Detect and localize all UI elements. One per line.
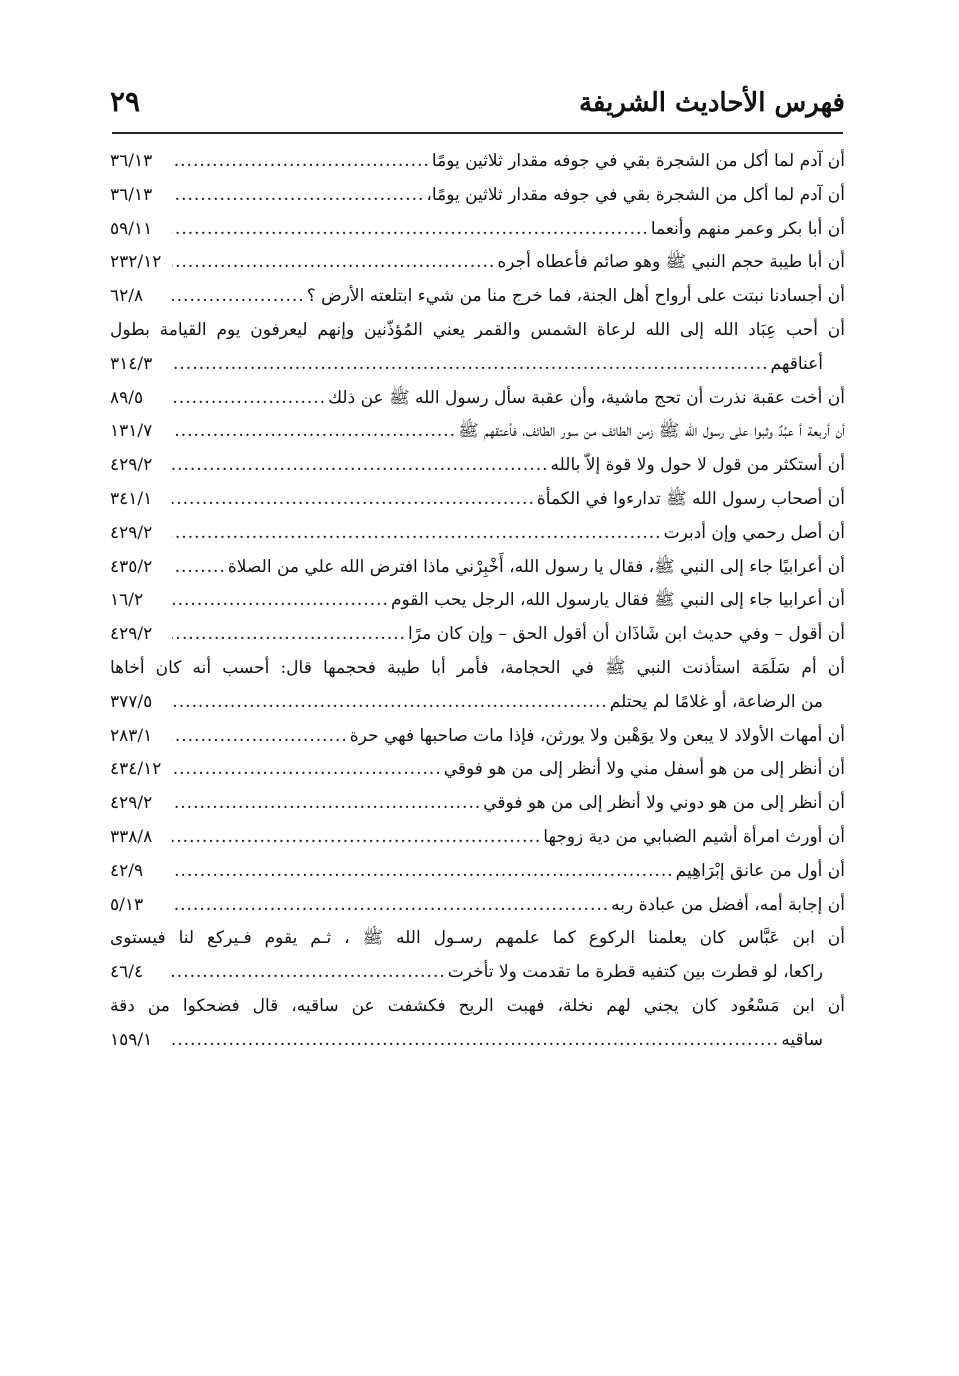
leader-dots [172, 1024, 781, 1056]
entry-ref: ٢٣٢/١٢ [110, 252, 162, 273]
hadith-index-list [110, 145, 845, 1058]
entry-ref: ١٦/٢ [110, 590, 144, 611]
entry-ref: ٣٤١/١ [110, 488, 153, 509]
leader-dots [172, 889, 611, 921]
leader-dots [172, 787, 483, 819]
entry-text: أن أقول – وفي حديث ابن شَاذَان أن أقول الحق – وإن كان مرًا [407, 624, 845, 645]
leader-dots [172, 213, 651, 245]
leader-dots [172, 584, 391, 616]
entry-ref: ٢٨٣/١ [110, 725, 153, 746]
page-header [110, 78, 845, 118]
index-entry [110, 415, 845, 449]
leader-dots [172, 517, 664, 549]
leader-dots [172, 551, 228, 583]
index-entry [110, 179, 845, 213]
leader-dots [172, 179, 426, 211]
index-entry [110, 145, 845, 179]
index-entry [110, 382, 845, 416]
leader-dots [172, 280, 307, 312]
entry-text: أن أخت عقبة نذرت أن تحج ماشية، وأن عقبة سأل رسول الله ﷺ عن ذلك [328, 387, 845, 408]
entry-text-line1: أن ابن مَسْعُود كان يجني لهم نخلة، فهبت الريح فكشفت عن ساقيه، قال فضحكوا من دقة [110, 995, 845, 1016]
entry-ref: ٤٢٩/٢ [110, 624, 153, 645]
entry-text: أعناقهم [770, 353, 823, 374]
index-entry [110, 584, 845, 618]
entry-text: ساقيه [781, 1029, 823, 1050]
leader-dots [172, 246, 497, 278]
entry-text: أن أورث امرأة أشيم الضبابي من دية زوجها [543, 826, 845, 847]
entry-text: أن أبا بكر وعمر منهم وأنعما [650, 218, 845, 239]
entry-text: أن أول من عانق إبْرَاهِيم [675, 860, 845, 881]
index-entry [110, 720, 845, 754]
leader-dots [172, 753, 444, 785]
index-entry [110, 753, 845, 787]
entry-ref: ٤٢٩/٢ [110, 793, 153, 814]
entry-ref: ٣١٤/٣ [110, 353, 153, 374]
index-entry [110, 280, 845, 314]
entry-ref: ٤٢٩/٢ [110, 455, 153, 476]
page-title: فهرس الأحاديث الشريفة [578, 88, 845, 118]
entry-ref: ٣٣٨/٨ [110, 826, 153, 847]
entry-ref: ٦٢/٨ [110, 286, 144, 307]
leader-dots [172, 821, 543, 853]
leader-dots [172, 483, 537, 515]
index-entry [110, 990, 845, 1058]
index-entry [110, 213, 845, 247]
index-entry [110, 821, 845, 855]
entry-ref: ٨٩/٥ [110, 387, 144, 408]
index-entry [110, 889, 845, 923]
leader-dots [172, 720, 350, 752]
index-entry [110, 618, 845, 652]
entry-ref: ١٣١/٧ [110, 421, 153, 442]
entry-ref: ٤٢/٩ [110, 860, 144, 881]
index-entry [110, 652, 845, 720]
entry-text-line1: أن ابن عَبَّاس كان يعلمنا الركوع كما علمهم رسـول الله ﷺ ، ثـم يقوم فـيركع لنا فيستوى [110, 928, 845, 949]
entry-text-line1: أن أحب عِبَاد الله إلى الله لرعاة الشمس والقمر يعني المُؤذّنين وإنهم ليعرفون يوم القيامة بطول [110, 319, 845, 340]
leader-dots [172, 145, 432, 177]
entry-text: أن أعرابيًا جاء إلى النبي ﷺ، فقال يا رسول الله، أَخْبِرْني ماذا افترض الله علي من الصلاة [227, 556, 845, 577]
entry-ref: ٥٩/١١ [110, 218, 153, 239]
index-entry [110, 855, 845, 889]
leader-dots [172, 618, 408, 650]
leader-dots [172, 348, 771, 380]
header-rule [112, 132, 843, 134]
entry-text: أن أستكثر من قول لا حول ولا قوة إلاّ بالله [550, 455, 845, 476]
entry-text: أن إجابة أمه، أفضل من عبادة ربه [611, 894, 845, 915]
entry-ref: ٥/١٣ [110, 894, 144, 915]
leader-dots [172, 382, 328, 414]
entry-text: أن أجسادنا نبتت على أرواح أهل الجنة، فما خرج منا من شيء ابتلعته الأرض ؟ [306, 286, 845, 307]
entry-ref: ٣٦/١٣ [110, 184, 153, 205]
leader-dots [172, 449, 551, 481]
entry-ref: ١٥٩/١ [110, 1029, 153, 1050]
entry-text: أن آدم لما أكل من الشجرة بقي في جوفه مقدار ثلاثين يومًا، [426, 184, 845, 205]
entry-text: من الرضاعة، أو غلامًا لم يحتلم [609, 691, 823, 712]
entry-text: أن أعرابيا جاء إلى النبي ﷺ فقال يارسول الله، الرجل يحب القوم [390, 590, 845, 611]
index-entry [110, 787, 845, 821]
entry-ref: ٤٣٥/٢ [110, 556, 153, 577]
entry-ref: ٤٢٩/٢ [110, 522, 153, 543]
entry-text: أن أنظر إلى من هو أسفل مني ولا أنظر إلى من هو فوقي [443, 759, 845, 780]
page-number: ٢٩ [110, 85, 141, 118]
leader-dots [172, 855, 676, 887]
index-entry [110, 449, 845, 483]
entry-text: أن أربعة أ عبُدٌ وثبوا على رسول الله ﷺ زمن الطائف من سور الطائف، فأعتقهم ﷺ [458, 421, 845, 442]
entry-text: راكعا، لو قطرت بين كتفيه قطرة ما تقدمت ولا تأخرت [447, 962, 823, 983]
leader-dots [172, 415, 458, 447]
entry-text: أن أنظر إلى من هو دوني ولا أنظر إلى من هو فوقي [483, 793, 845, 814]
entry-text: أن أبا طيبة حجم النبي ﷺ وهو صائم فأعطاه أجره [497, 252, 845, 273]
index-entry [110, 551, 845, 585]
entry-ref: ٤٦/٤ [110, 962, 144, 983]
leader-dots [172, 686, 610, 718]
entry-text: أن أمهات الأولاد لا يبعن ولا يوَهْبن ولا يورثن، فإذا مات صاحبها فهي حرة [349, 725, 845, 746]
entry-text: أن أصحاب رسول الله ﷺ تدارءوا في الكمأة [536, 488, 845, 509]
entry-ref: ٤٣٤/١٢ [110, 759, 162, 780]
index-entry [110, 483, 845, 517]
index-entry [110, 314, 845, 382]
index-entry [110, 922, 845, 990]
entry-ref: ٣٧٧/٥ [110, 691, 153, 712]
entry-text: أن أصل رحمي وإن أدبرت [663, 522, 845, 543]
index-entry [110, 246, 845, 280]
entry-text-line1: أن أم سَلَمَة استأذنت النبي ﷺ في الحجامة، فأمر أبا طيبة فحجمها قال: أحسب أنه كان أخاها [110, 657, 845, 678]
entry-ref: ٣٦/١٣ [110, 151, 153, 171]
index-entry [110, 517, 845, 551]
leader-dots [172, 956, 448, 988]
entry-text: أن آدم لما أكل من الشجرة بقي في جوفه مقدار ثلاثين يومًا [431, 151, 845, 171]
